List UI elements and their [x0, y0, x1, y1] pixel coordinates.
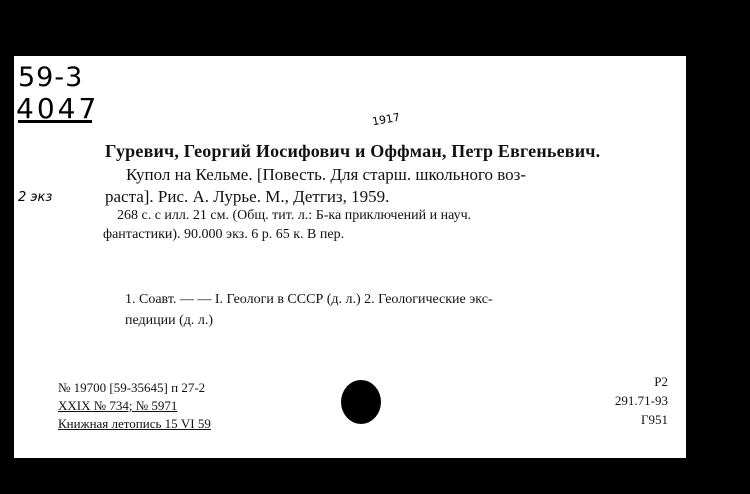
title-line-1: Купол на Кельме. [Повесть. Для старш. школьного воз-: [126, 165, 527, 184]
chronicle-number: XXIX № 734; № 5971: [58, 398, 178, 413]
physical-description-2: фантастики). 90.000 экз. 6 р. 65 к. В пер.: [103, 227, 345, 242]
registration-number: № 19700 [59-35645] п 27-2: [58, 380, 206, 395]
classification-code: Р2: [654, 374, 668, 389]
author-mark: Г951: [640, 412, 668, 427]
subject-tracing-1: 1. Соавт. — — I. Геологи в СССР (д. л.) 2. Геологические экс-: [125, 292, 493, 307]
subject-tracing-2: педиции (д. л.): [125, 313, 214, 328]
handwritten-mark: 1917: [371, 110, 401, 129]
punch-hole: [341, 380, 381, 424]
copies-note: 2 экз: [18, 190, 53, 205]
chronicle-date: Книжная летопись 15 VI 59: [58, 416, 211, 431]
physical-description-1: 268 с. с илл. 21 см. (Общ. тит. л.: Б-ка приключений и науч.: [117, 208, 472, 223]
author-heading: Гуревич, Георгий Иосифович и Оффман, Петр Евгеньевич.: [105, 141, 601, 161]
call-number-top: 59-3: [18, 62, 84, 93]
title-line-2: раста]. Рис. А. Лурье. М., Детгиз, 1959.: [105, 187, 390, 206]
classification-index: 291.71-93: [614, 393, 668, 408]
call-number-bottom: 4047: [16, 92, 100, 125]
